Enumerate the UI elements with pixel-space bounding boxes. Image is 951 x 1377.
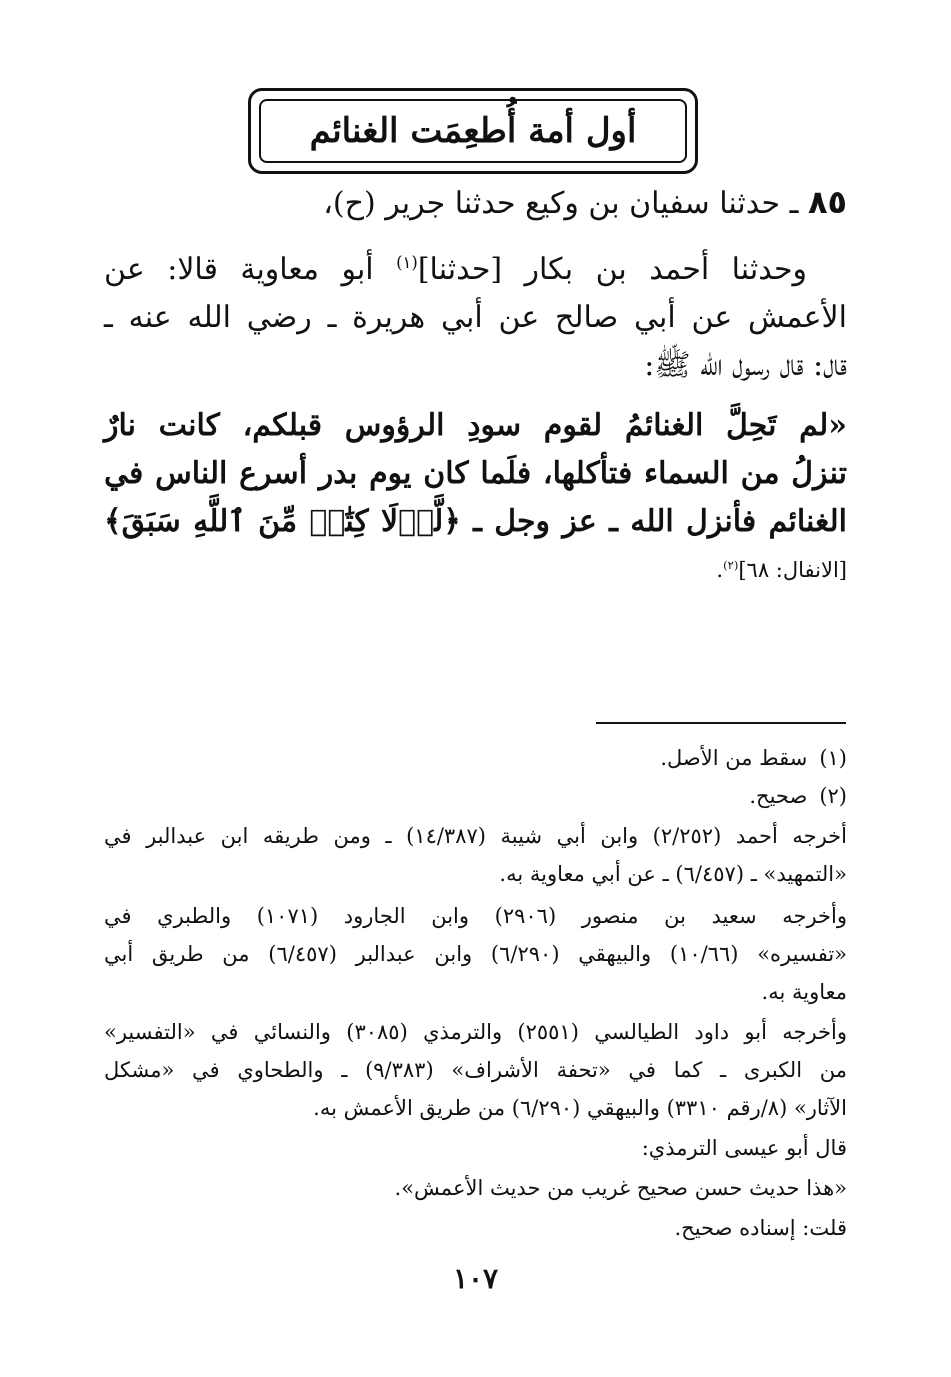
hadith-line-2 — [104, 244, 847, 296]
chapter-title-inner-frame — [259, 99, 687, 163]
footnote-para-4-line-1: قال أبو عيسى الترمذي: — [641, 1136, 847, 1160]
footnote-para-4-line-2: «هذا حديث حسن صحيح غريب من حديث الأعمش». — [394, 1176, 847, 1200]
hadith-line-1 — [104, 176, 847, 230]
matn-line-2: تنزلُ من السماء فتأكلها، فلَما كان يوم بدر أسرع الناس في — [104, 456, 847, 491]
quran-citation-text: [الانفال: ٦٨] — [738, 558, 847, 582]
page-number: ١٠٧ — [452, 1262, 499, 1295]
chapter-title-frame — [248, 88, 698, 174]
matn-line-1: «لم تَحِلَّ الغنائمُ لقوم سودِ الرؤوس قبلكم، كانت نارٌ — [104, 408, 847, 443]
footnote-ref-1: (١) — [396, 253, 418, 272]
hadith-line-1-text: ـ حدثنا سفيان بن وكيع حدثنا جرير (ح)، — [323, 186, 799, 221]
chapter-title: أول أمة أُطعِمَت الغنائم — [309, 111, 637, 151]
hadith-line-2-a: وحدثنا أحمد بن بكار [حدثنا] — [417, 252, 807, 287]
hadith-number: ٨٥ — [807, 183, 847, 221]
footnote-1-label: (١) — [819, 746, 847, 770]
footnote-para-2-line-3: معاوية به. — [761, 980, 847, 1004]
footnote-para-2-line-2: «تفسيره» (١٠/٦٦) والبيهقي (٦/٢٩٠) وابن عبدالبر (٦/٤٥٧) من طريق أبي — [104, 942, 848, 966]
footnote-divider — [596, 722, 846, 724]
footnote-2 — [104, 778, 847, 814]
footnote-ref-2: (٢) — [723, 558, 739, 572]
footnote-1 — [104, 740, 847, 776]
footnote-para-3-line-3: الآثار» (٨/رقم ٣٣١٠) والبيهقي (٦/٢٩٠) من طريق الأعمش به. — [313, 1096, 847, 1120]
footnote-para-1-line-1: أخرجه أحمد (٢/٢٥٢) وابن أبي شيبة (١٤/٣٨٧) ـ ومن طريقه ابن عبدالبر في — [104, 824, 847, 848]
quran-citation-end: . — [716, 558, 724, 582]
footnote-para-3-line-2: من الكبرى ـ كما في «تحفة الأشراف» (٩/٣٨٣) ـ والطحاوي في «مشكل — [104, 1058, 847, 1082]
hadith-line-4: قال: قال رسول الله ﷺ: — [644, 348, 847, 383]
footnote-para-1-line-2: «التمهيد» ـ (٦/٤٥٧) ـ عن أبي معاوية به. — [499, 862, 847, 886]
footnote-1-text: سقط من الأصل. — [660, 746, 808, 770]
hadith-line-3: الأعمش عن أبي صالح عن أبي هريرة ـ رضي الله عنه ـ — [104, 300, 847, 335]
footnote-2-label: (٢) — [819, 784, 847, 808]
quran-citation — [104, 552, 847, 588]
hadith-line-2-b: أبو معاوية قالا: عن — [104, 252, 397, 287]
matn-line-3: الغنائم فأنزل الله ـ عز وجل ـ ﴿لَّوۡلَا كِتَٰبٞ مِّنَ ٱللَّهِ سَبَقَ﴾ — [104, 504, 847, 539]
footnote-2-text: صحيح. — [749, 784, 808, 808]
footnote-para-5-line-1: قلت: إسناده صحيح. — [674, 1216, 847, 1240]
footnote-para-2-line-1: وأخرجه سعيد بن منصور (٢٩٠٦) وابن الجارود (١٠٧١) والطبري في — [104, 904, 847, 928]
footnote-para-3-line-1: وأخرجه أبو داود الطيالسي (٢٥٥١) والترمذي (٣٠٨٥) والنسائي في «التفسير» — [104, 1020, 848, 1044]
